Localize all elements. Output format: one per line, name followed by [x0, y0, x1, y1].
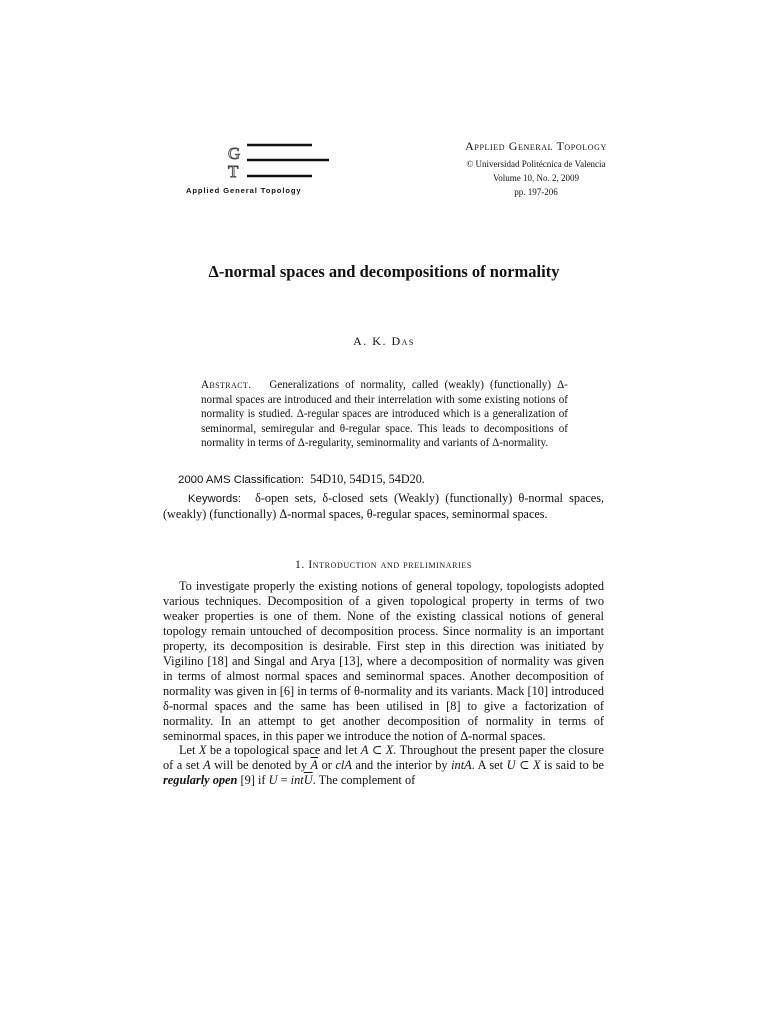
math-symbol: X [385, 743, 394, 758]
math-symbol: X [198, 743, 207, 758]
math-closure-symbol: $\overline{A}$ [310, 758, 319, 773]
math-operator: ⊂ [368, 743, 386, 758]
math-closure-symbol: $\overline{U}$ [303, 773, 313, 788]
text-run: . Throughout the present paper the closure of a set [163, 743, 604, 773]
section-heading: 1. Introduction and preliminaries [295, 559, 472, 571]
journal-logo [225, 142, 335, 187]
logo-letters [228, 144, 240, 181]
math-symbol: U [268, 773, 278, 788]
math-symbol: int [290, 773, 304, 788]
logo-letter: G [228, 144, 241, 163]
text-run: be a topological space and let [206, 743, 361, 758]
text-run: is said to be [540, 758, 604, 773]
math-symbol: X [532, 758, 541, 773]
abstract-text: Generalizations of normality, called (weakly) (functionally) Δ-normal spaces are introduced and their interrelation with some existing notions of normality is studied. Δ-regular spaces are introduced which is a generalization of seminormal, semiregular and θ-regular space. This leads to decompositions of normality in terms of Δ-regularity, seminormality and variants of Δ-normality. [201, 379, 568, 450]
defined-term: regularly open [163, 773, 238, 788]
math-operator: = [277, 773, 291, 788]
text-run: . A set [471, 758, 507, 773]
keywords-label: Keywords: [187, 493, 242, 505]
text-run: . The complement of [312, 773, 416, 788]
text-run: Let [179, 743, 199, 758]
ams-classification-label: 2000 AMS Classification: [178, 474, 304, 486]
logo-letter: T [228, 162, 239, 181]
keywords [163, 491, 604, 522]
math-symbol: A [203, 758, 211, 773]
math-symbol: A [360, 743, 369, 758]
text-run: or [318, 758, 336, 773]
math-operator: ⊂ [515, 758, 533, 773]
paper-title: Δ-normal spaces and decompositions of normality [208, 262, 560, 281]
journal-title: Applied General Topology [465, 139, 607, 153]
math-symbol: U [506, 758, 516, 773]
abstract [201, 378, 568, 451]
journal-volume: Volume 10, No. 2, 2009 [492, 173, 580, 183]
math-symbol: clA [335, 758, 352, 773]
journal-pages: pp. 197-206 [514, 187, 558, 197]
text-run: will be denoted by [210, 758, 311, 773]
journal-publisher: © Universidad Politécnica de Valencia [466, 159, 606, 169]
text-run: [9] if [237, 773, 269, 788]
paragraph-intro: To investigate properly the existing notions of general topology, topologists adopted various techniques. Decomposition of a given topological property in terms of two weaker properties is one of them. None of the existing classical notions of general topology remain untouched of decomposition process. Since normality is an important property, its decomposition is desirable. First step in this direction was initiated by Vigilino [18] and Singal and Arya [13], where a decomposition of normality was given in terms of almost normal spaces and seminormal spaces. Another decomposition of normality was given in [6] in terms of θ-normality and its variants. Mack [10] introduced δ-normal spaces and the same has been utilised in [8] to give a factorization of normality. In an attempt to get another decomposition of normality in terms of seminormal spaces, in this paper we introduce the notion of Δ-normal spaces. [163, 579, 604, 743]
ams-classification-value: 54D10, 54D15, 54D20. [310, 472, 425, 486]
keywords-value: δ-open sets, δ-closed sets (Weakly) (functionally) θ-normal spaces, (weakly) (functionally) Δ-normal spaces, θ-regular spaces, seminormal spaces. [163, 491, 605, 521]
journal-header [400, 139, 672, 199]
abstract-heading: Abstract. [201, 379, 252, 391]
paragraph-definitions [163, 743, 604, 788]
body-text [163, 579, 604, 788]
logo-caption: Applied General Topology [186, 186, 302, 195]
journal-logo-graphic [225, 142, 335, 187]
ams-classification [178, 472, 618, 487]
paper-author: A. K. Das [353, 334, 415, 348]
text-run: and the interior by [351, 758, 452, 773]
math-symbol: intA [451, 758, 472, 773]
